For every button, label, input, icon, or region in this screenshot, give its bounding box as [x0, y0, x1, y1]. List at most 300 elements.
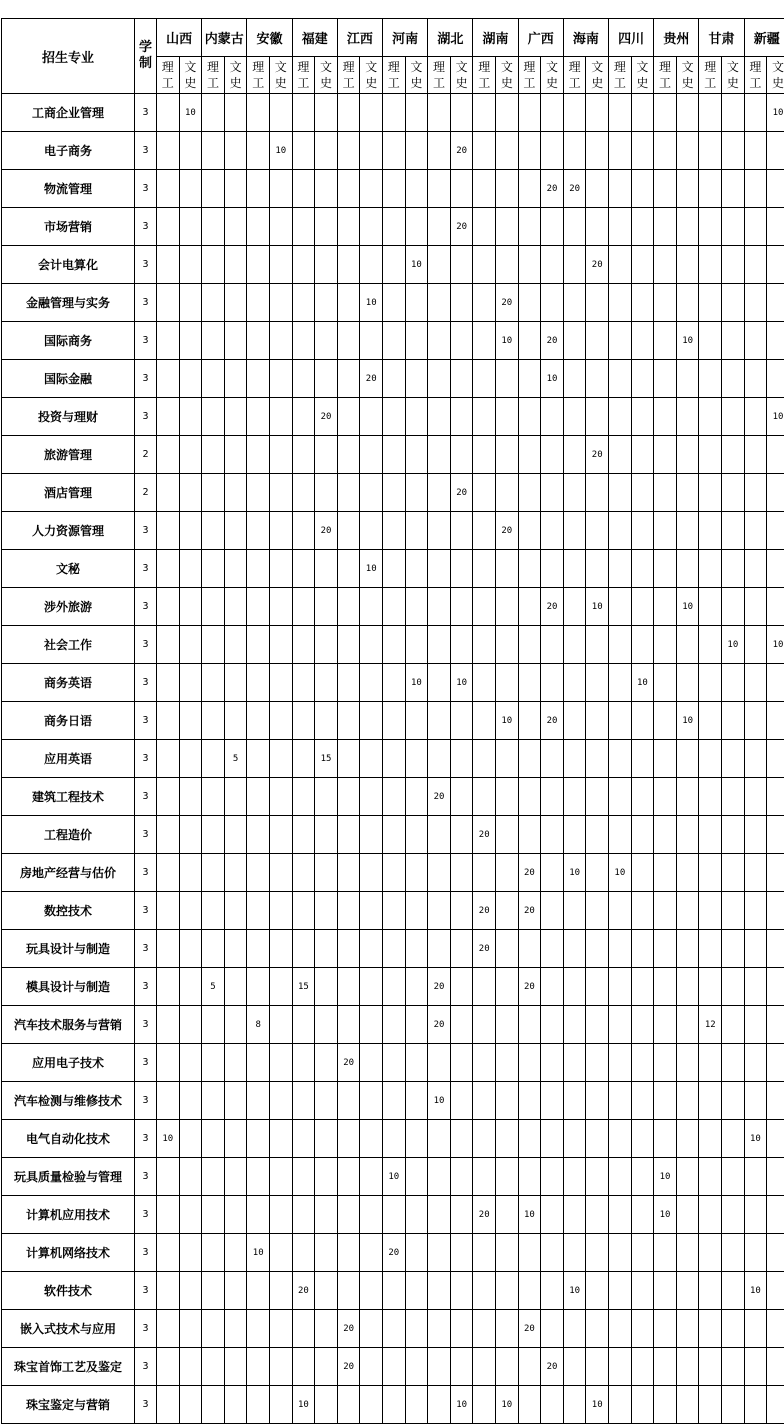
quota-cell: [315, 132, 338, 170]
quota-cell: [202, 588, 225, 626]
quota-cell: [518, 1120, 541, 1158]
quota-cell: [609, 1234, 632, 1272]
quota-cell: [676, 436, 699, 474]
table-row: [2, 284, 784, 322]
years-column-header: 学制: [135, 19, 157, 94]
quota-cell: 20: [337, 1044, 360, 1082]
quota-cell: [586, 1348, 609, 1386]
quota-cell: [722, 930, 745, 968]
quota-cell: [722, 1044, 745, 1082]
quota-cell: [292, 892, 315, 930]
quota-cell: [744, 512, 767, 550]
quota-cell: [654, 930, 677, 968]
province-header: 海南: [563, 19, 608, 57]
category-header: 理工: [383, 56, 406, 94]
quota-cell: [541, 1310, 564, 1348]
quota-cell: [315, 816, 338, 854]
quota-cell: [654, 512, 677, 550]
program-years: 3: [135, 1044, 157, 1082]
quota-cell: [270, 854, 293, 892]
quota-cell: [224, 360, 247, 398]
quota-cell: [767, 588, 784, 626]
quota-cell: [722, 436, 745, 474]
quota-cell: [202, 1158, 225, 1196]
quota-cell: [428, 1044, 451, 1082]
quota-cell: [224, 778, 247, 816]
quota-cell: [179, 246, 202, 284]
quota-cell: [654, 702, 677, 740]
quota-cell: [473, 626, 496, 664]
quota-cell: [202, 740, 225, 778]
quota-cell: [563, 322, 586, 360]
quota-cell: [202, 930, 225, 968]
quota-cell: [744, 1006, 767, 1044]
quota-cell: [722, 1310, 745, 1348]
quota-cell: [315, 550, 338, 588]
quota-cell: [563, 968, 586, 1006]
quota-cell: [586, 1120, 609, 1158]
program-years: 3: [135, 626, 157, 664]
quota-cell: [654, 854, 677, 892]
quota-cell: 10: [496, 702, 519, 740]
quota-cell: [247, 1158, 270, 1196]
quota-cell: [496, 360, 519, 398]
quota-cell: [473, 1386, 496, 1424]
quota-cell: [722, 1348, 745, 1386]
quota-cell: [699, 550, 722, 588]
quota-cell: [699, 512, 722, 550]
quota-cell: [586, 626, 609, 664]
quota-cell: [224, 132, 247, 170]
quota-cell: [383, 170, 406, 208]
quota-cell: [202, 664, 225, 702]
quota-cell: [744, 208, 767, 246]
quota-cell: [315, 968, 338, 1006]
quota-cell: [202, 170, 225, 208]
quota-cell: [563, 474, 586, 512]
quota-cell: [202, 702, 225, 740]
quota-cell: [744, 1044, 767, 1082]
quota-cell: [405, 702, 428, 740]
quota-cell: [676, 892, 699, 930]
quota-cell: 10: [676, 588, 699, 626]
quota-cell: [654, 1082, 677, 1120]
quota-cell: 20: [315, 512, 338, 550]
program-years: 3: [135, 1120, 157, 1158]
program-years: 2: [135, 436, 157, 474]
quota-cell: [541, 816, 564, 854]
quota-cell: [450, 550, 473, 588]
category-header: 文史: [541, 56, 564, 94]
quota-cell: [609, 1272, 632, 1310]
quota-cell: [202, 892, 225, 930]
quota-cell: [676, 1272, 699, 1310]
quota-cell: [518, 816, 541, 854]
quota-cell: [315, 892, 338, 930]
quota-cell: [676, 1158, 699, 1196]
quota-cell: [699, 816, 722, 854]
quota-cell: [179, 322, 202, 360]
quota-cell: [405, 892, 428, 930]
quota-cell: 10: [428, 1082, 451, 1120]
quota-cell: [609, 740, 632, 778]
quota-cell: [292, 740, 315, 778]
quota-cell: [586, 1272, 609, 1310]
quota-cell: [473, 1234, 496, 1272]
quota-cell: [337, 588, 360, 626]
quota-cell: [383, 1386, 406, 1424]
quota-cell: [157, 246, 180, 284]
table-row: [2, 208, 784, 246]
quota-cell: [450, 892, 473, 930]
quota-cell: [224, 1272, 247, 1310]
quota-cell: [473, 550, 496, 588]
quota-cell: [337, 816, 360, 854]
quota-cell: [496, 170, 519, 208]
quota-cell: [179, 360, 202, 398]
quota-cell: [270, 1348, 293, 1386]
quota-cell: [586, 816, 609, 854]
quota-cell: [518, 360, 541, 398]
quota-cell: [609, 1310, 632, 1348]
quota-cell: [224, 322, 247, 360]
table-row: [2, 588, 784, 626]
quota-cell: [609, 1196, 632, 1234]
enrollment-quota-table: [1, 18, 784, 1424]
quota-cell: [315, 170, 338, 208]
quota-cell: [383, 1082, 406, 1120]
quota-cell: [586, 702, 609, 740]
quota-cell: [631, 436, 654, 474]
quota-cell: [654, 816, 677, 854]
quota-cell: [518, 246, 541, 284]
quota-cell: [157, 512, 180, 550]
quota-cell: [631, 1120, 654, 1158]
quota-cell: [270, 360, 293, 398]
quota-cell: [496, 588, 519, 626]
category-header: 文史: [270, 56, 293, 94]
quota-cell: [360, 892, 383, 930]
quota-cell: [699, 702, 722, 740]
quota-cell: [224, 246, 247, 284]
quota-cell: [247, 1272, 270, 1310]
major-name: 珠宝首饰工艺及鉴定: [2, 1348, 135, 1386]
quota-cell: [722, 1196, 745, 1234]
quota-cell: [179, 170, 202, 208]
quota-cell: [654, 398, 677, 436]
quota-cell: [202, 436, 225, 474]
quota-cell: 20: [541, 322, 564, 360]
quota-cell: [450, 1006, 473, 1044]
quota-cell: [179, 512, 202, 550]
quota-cell: [202, 1386, 225, 1424]
quota-cell: [337, 892, 360, 930]
table-row: [2, 246, 784, 284]
quota-cell: [428, 474, 451, 512]
quota-cell: [722, 1006, 745, 1044]
quota-cell: [157, 702, 180, 740]
quota-cell: [450, 398, 473, 436]
table-row: [2, 170, 784, 208]
quota-cell: [631, 246, 654, 284]
quota-cell: [541, 246, 564, 284]
quota-cell: [337, 436, 360, 474]
quota-cell: [631, 1006, 654, 1044]
quota-cell: 20: [337, 1310, 360, 1348]
quota-cell: [337, 740, 360, 778]
table-row: [2, 1348, 784, 1386]
major-name: 国际商务: [2, 322, 135, 360]
quota-cell: [654, 778, 677, 816]
quota-cell: [270, 1386, 293, 1424]
major-name: 模具设计与制造: [2, 968, 135, 1006]
major-name: 玩具质量检验与管理: [2, 1158, 135, 1196]
quota-cell: [518, 588, 541, 626]
quota-cell: [405, 322, 428, 360]
quota-cell: [654, 1120, 677, 1158]
quota-cell: [270, 208, 293, 246]
quota-cell: [157, 778, 180, 816]
quota-cell: [179, 702, 202, 740]
quota-cell: [337, 132, 360, 170]
program-years: 3: [135, 132, 157, 170]
quota-cell: 20: [428, 1006, 451, 1044]
quota-cell: 20: [473, 816, 496, 854]
quota-cell: [518, 132, 541, 170]
quota-cell: [247, 740, 270, 778]
quota-cell: [563, 702, 586, 740]
program-years: 3: [135, 1348, 157, 1386]
program-years: 3: [135, 968, 157, 1006]
quota-cell: 10: [292, 1386, 315, 1424]
quota-cell: [450, 1272, 473, 1310]
quota-cell: [496, 1082, 519, 1120]
quota-cell: [428, 322, 451, 360]
table-row: [2, 968, 784, 1006]
quota-cell: [609, 816, 632, 854]
quota-cell: [292, 588, 315, 626]
quota-cell: [270, 284, 293, 322]
quota-cell: [654, 436, 677, 474]
quota-cell: 10: [586, 588, 609, 626]
quota-cell: [496, 398, 519, 436]
quota-cell: [473, 702, 496, 740]
major-name: 数控技术: [2, 892, 135, 930]
quota-cell: [654, 474, 677, 512]
quota-cell: [383, 94, 406, 132]
quota-cell: [383, 854, 406, 892]
quota-cell: [631, 892, 654, 930]
quota-cell: [292, 474, 315, 512]
quota-cell: [292, 170, 315, 208]
quota-cell: [224, 588, 247, 626]
province-header: 河南: [383, 19, 428, 57]
quota-cell: [383, 740, 406, 778]
quota-cell: 20: [518, 892, 541, 930]
quota-cell: 10: [405, 664, 428, 702]
quota-cell: [270, 322, 293, 360]
quota-cell: [609, 170, 632, 208]
table-row: [2, 322, 784, 360]
quota-cell: [609, 246, 632, 284]
quota-cell: [744, 1234, 767, 1272]
quota-cell: 20: [496, 284, 519, 322]
category-header: 文史: [631, 56, 654, 94]
quota-cell: [315, 702, 338, 740]
quota-cell: [676, 664, 699, 702]
major-name: 物流管理: [2, 170, 135, 208]
quota-cell: [767, 132, 784, 170]
category-header: 理工: [654, 56, 677, 94]
quota-cell: [292, 208, 315, 246]
quota-cell: [496, 94, 519, 132]
quota-cell: [157, 322, 180, 360]
quota-cell: [563, 588, 586, 626]
quota-cell: [428, 550, 451, 588]
quota-cell: [270, 816, 293, 854]
quota-cell: [496, 1272, 519, 1310]
quota-cell: [676, 1120, 699, 1158]
table-row: [2, 816, 784, 854]
quota-cell: [337, 664, 360, 702]
quota-cell: [360, 1196, 383, 1234]
quota-cell: [405, 930, 428, 968]
quota-cell: 20: [541, 702, 564, 740]
quota-cell: [157, 1386, 180, 1424]
quota-cell: [744, 170, 767, 208]
program-years: 3: [135, 892, 157, 930]
table-row: [2, 1272, 784, 1310]
quota-cell: [767, 892, 784, 930]
quota-cell: 20: [337, 1348, 360, 1386]
quota-cell: [586, 1044, 609, 1082]
quota-cell: [563, 1348, 586, 1386]
quota-cell: [450, 360, 473, 398]
program-years: 3: [135, 1234, 157, 1272]
quota-cell: [744, 1196, 767, 1234]
program-years: 3: [135, 1386, 157, 1424]
quota-cell: [202, 246, 225, 284]
province-header: 山西: [157, 19, 202, 57]
quota-cell: [360, 1044, 383, 1082]
quota-cell: [518, 474, 541, 512]
quota-cell: [586, 854, 609, 892]
quota-cell: [722, 1158, 745, 1196]
quota-cell: [676, 1196, 699, 1234]
quota-cell: [699, 132, 722, 170]
quota-cell: 10: [270, 132, 293, 170]
quota-cell: [337, 474, 360, 512]
quota-cell: [473, 664, 496, 702]
quota-cell: [586, 1310, 609, 1348]
category-header: 理工: [473, 56, 496, 94]
quota-cell: [405, 1234, 428, 1272]
quota-cell: [496, 474, 519, 512]
category-header: 理工: [428, 56, 451, 94]
quota-cell: [450, 1082, 473, 1120]
quota-cell: [473, 208, 496, 246]
quota-cell: 10: [179, 94, 202, 132]
quota-cell: [383, 626, 406, 664]
quota-cell: [157, 208, 180, 246]
quota-cell: [473, 170, 496, 208]
quota-cell: [518, 94, 541, 132]
quota-cell: [767, 474, 784, 512]
quota-cell: [654, 94, 677, 132]
quota-cell: [383, 1348, 406, 1386]
quota-cell: [563, 550, 586, 588]
quota-cell: [744, 778, 767, 816]
quota-cell: 10: [450, 664, 473, 702]
quota-cell: [609, 94, 632, 132]
quota-cell: [518, 322, 541, 360]
quota-cell: [405, 94, 428, 132]
quota-cell: [247, 1348, 270, 1386]
quota-cell: [224, 854, 247, 892]
quota-cell: [541, 1044, 564, 1082]
quota-cell: 20: [292, 1272, 315, 1310]
quota-cell: 20: [541, 1348, 564, 1386]
quota-cell: [224, 474, 247, 512]
quota-cell: [631, 1310, 654, 1348]
quota-cell: [224, 816, 247, 854]
quota-cell: [405, 550, 428, 588]
quota-cell: [586, 930, 609, 968]
quota-cell: [450, 1348, 473, 1386]
quota-cell: [699, 1196, 722, 1234]
quota-cell: [676, 1082, 699, 1120]
quota-cell: [270, 246, 293, 284]
quota-cell: [247, 208, 270, 246]
quota-cell: [337, 1158, 360, 1196]
quota-cell: [744, 94, 767, 132]
quota-cell: [676, 398, 699, 436]
quota-cell: [405, 398, 428, 436]
category-header: 文史: [767, 56, 784, 94]
quota-cell: [224, 1310, 247, 1348]
quota-cell: [157, 284, 180, 322]
quota-cell: [473, 94, 496, 132]
quota-cell: [202, 132, 225, 170]
quota-cell: [224, 1120, 247, 1158]
quota-cell: 20: [496, 512, 519, 550]
quota-cell: [179, 740, 202, 778]
quota-cell: [473, 968, 496, 1006]
quota-cell: [179, 1386, 202, 1424]
category-header: 理工: [202, 56, 225, 94]
quota-cell: [337, 1196, 360, 1234]
table-row: [2, 1120, 784, 1158]
quota-cell: [247, 360, 270, 398]
category-header: 理工: [744, 56, 767, 94]
quota-cell: 20: [315, 398, 338, 436]
major-name: 汽车检测与维修技术: [2, 1082, 135, 1120]
major-name: 应用英语: [2, 740, 135, 778]
quota-cell: [699, 740, 722, 778]
quota-cell: [247, 246, 270, 284]
quota-cell: [563, 816, 586, 854]
quota-cell: [405, 208, 428, 246]
quota-cell: [360, 1272, 383, 1310]
quota-cell: [292, 246, 315, 284]
quota-cell: [744, 968, 767, 1006]
quota-cell: [631, 778, 654, 816]
quota-cell: [541, 968, 564, 1006]
quota-cell: [337, 968, 360, 1006]
quota-cell: [315, 94, 338, 132]
quota-cell: [541, 854, 564, 892]
quota-cell: [473, 588, 496, 626]
